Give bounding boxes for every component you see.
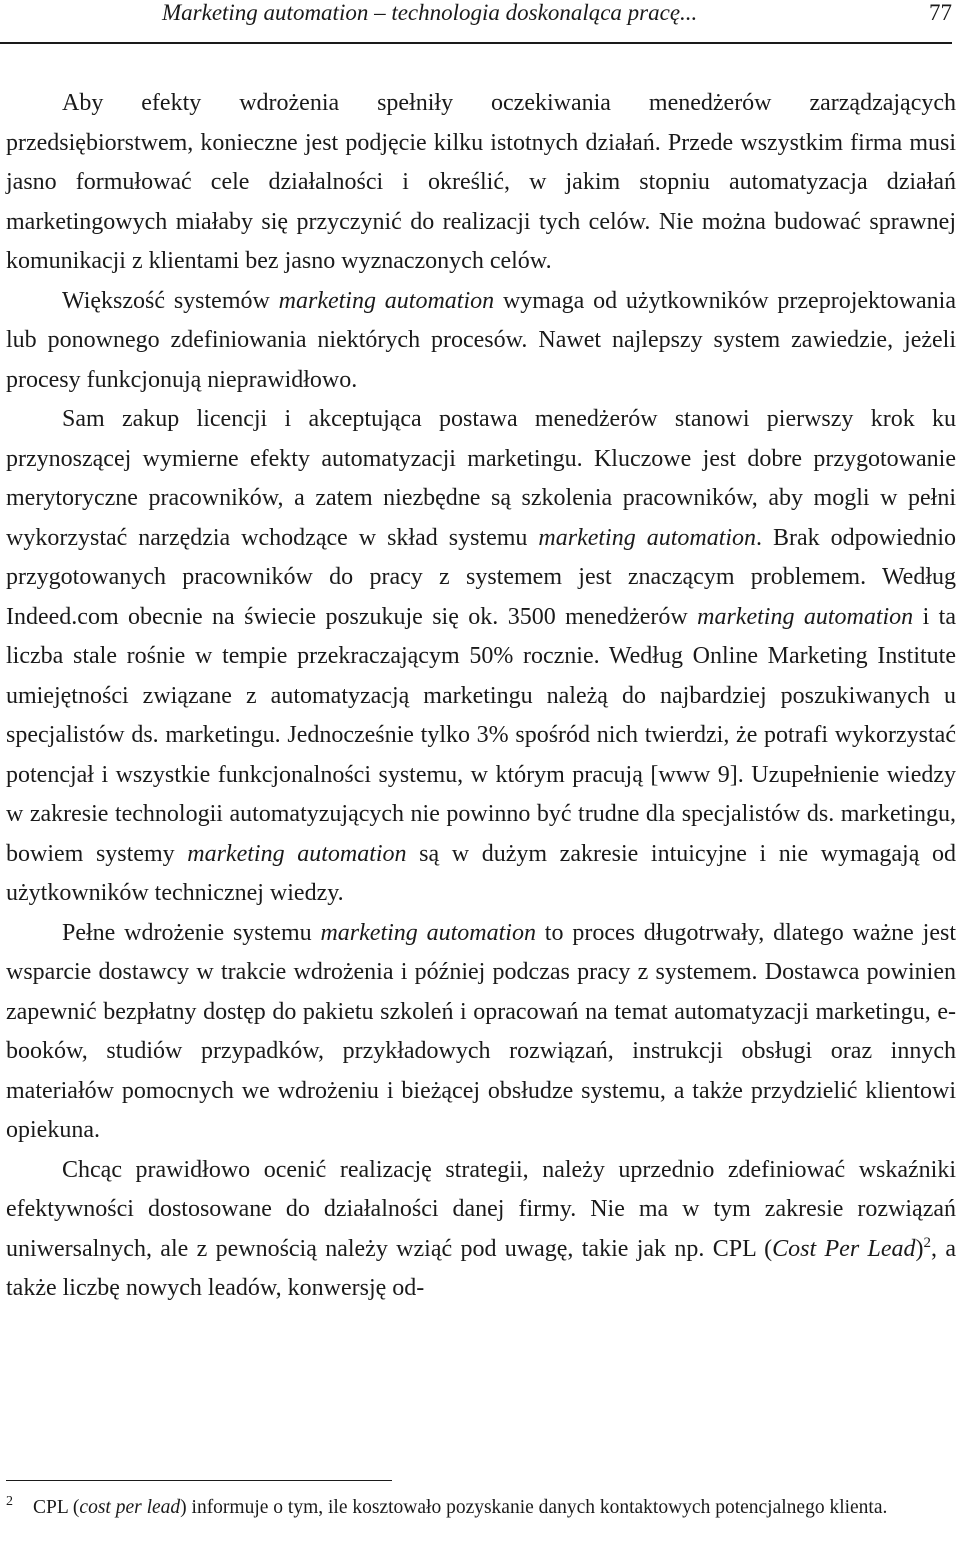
paragraph: Aby efekty wdrożenia spełniły oczekiwania menedżerów zarządzających przedsiębiorstwem, konieczne jest podjęcie kilku istotnych działań. Przede wszystkim firma musi jasno formułować cele działalności i określić, w jakim stopniu automatyzacja działań marketingowych miałaby się przyczynić do realizacji tych celów. Nie można budować sprawnej komunikacji z klientami bez jasno wyznaczonych celów. xyxy=(6,90,956,274)
footnote xyxy=(6,1490,956,1522)
paragraph: Chcąc prawidłowo ocenić realizację strategii, należy uprzednio zdefiniować wskaźniki efektywności dostosowane do działalności danej firmy. Nie ma w tym zakresie rozwiązań uniwersalnych, ale z pewnością należy wziąć pod uwagę, takie jak np. CPL (Cost Per Lead)$^2$, a także liczbę nowych leadów, konwersję od- xyxy=(6,1156,957,1301)
paragraph: Pełne wdrożenie systemu marketing automation to proces długotrwały, dlatego ważne jest wsparcie dostawcy w trakcie wdrożenia i później podczas pracy z systemem. Dostawca powinien zapewnić bezpłatny dostęp do pakietu szkoleń i opracowań na temat automatyzacji marketingu, e-booków, studiów przypadków, przykładowych rozwiązań, instrukcji obsługi oraz innych materiałów pomocnych we wdrożeniu i bieżącej obsłudze systemu, a także przydzielić klientowi opiekuna. xyxy=(6,919,957,1143)
footnote-rule xyxy=(6,1480,392,1481)
footnote-text: CPL (cost per lead) informuje o tym, ile kosztowało pozyskanie danych kontaktowych potencjalnego klienta. xyxy=(33,1497,888,1518)
page-number: 77 xyxy=(929,0,952,25)
body-text xyxy=(6,84,956,1309)
header-rule xyxy=(0,42,952,44)
page-header xyxy=(6,0,956,40)
footnote-mark: 2 xyxy=(6,1494,13,1509)
paragraph: Większość systemów marketing automation wymaga od użytkowników przeprojektowania lub ponownego zdefiniowania niektórych procesów. Nawet najlepszy system zawiedzie, jeżeli procesy funkcjonują nieprawidłowo. xyxy=(6,287,956,393)
running-title: Marketing automation – technologia doskonaląca pracę... xyxy=(162,0,698,25)
paragraph: Sam zakup licencji i akceptująca postawa menedżerów stanowi pierwszy krok ku przynoszącej wymierne efekty automatyzacji marketingu. Kluczowe jest dobre przygotowanie merytoryczne pracowników, a zatem niezbędne są szkolenia pracowników, aby mogli w pełni wykorzystać narzędzia wchodzące w skład systemu marketing automation. Brak odpowiednio przygotowanych pracowników do pracy z systemem jest znaczącym problemem. Według Indeed.com obecnie na świecie poszukuje się ok. 3500 menedżerów marketing automation i ta liczba stale rośnie w tempie przekraczającym 50% rocznie. Według Online Marketing Institute umiejętności związane z automatyzacją marketingu należą do najbardziej poszukiwanych u specjalistów ds. marketingu. Jednocześnie tylko 3% spośród nich twierdzi, że potrafi wykorzystać potencjał i wszystkie funkcjonalności systemu, w którym pracują [www 9]. Uzupełnienie wiedzy w zakresie technologii automatyzujących nie powinno być trudne dla specjalistów ds. marketingu, bowiem systemy marketing automation są w dużym zakresie intuicyjne i nie wymagają od użytkowników technicznej wiedzy. xyxy=(6,406,956,906)
